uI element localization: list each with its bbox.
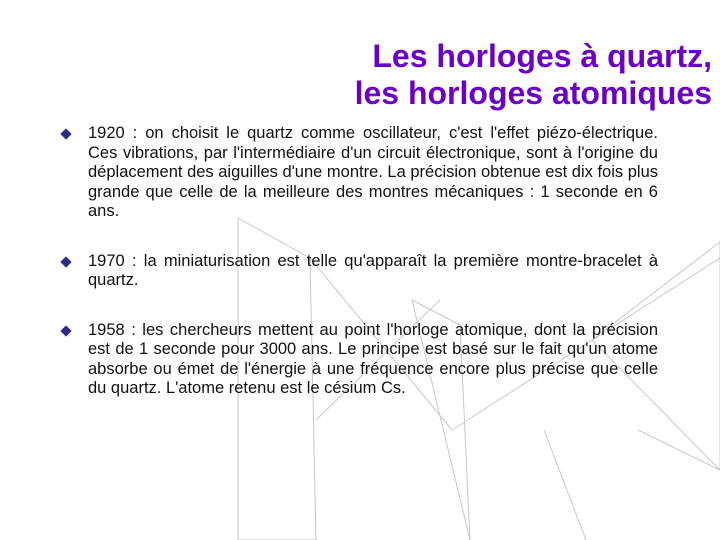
bullet-text-1958: 1958 : les chercheurs mettent au point l'horloge atomique, dont la précision est de 1 seconde pour 3000 ans. Le principe est basé sur le fait qu'un atome absorbe ou émet de l'énergie à une fréquence encore plus précise que celle du quartz. L'atome retenu est le césium Cs.	[88, 320, 658, 397]
bullet-list	[62, 124, 658, 399]
slide-title	[355, 38, 712, 112]
bullet-item-1920	[62, 124, 658, 222]
bullet-text-1970: 1970 : la miniaturisation est telle qu'apparaît la première montre-bracelet à quartz.	[88, 251, 658, 289]
diamond-bullet-icon	[60, 128, 71, 139]
bullet-item-1970	[62, 252, 658, 291]
bullet-item-1958	[62, 321, 658, 399]
diamond-bullet-icon	[60, 256, 71, 267]
bullet-text-1920: 1920 : on choisit le quartz comme oscillateur, c'est l'effet piézo-électrique. Ces vibrations, par l'intermédiaire d'un circuit électronique, sont à l'origine du déplacement des aiguilles d'une montre. La précision obtenue est dix fois plus grande que celle de la meilleure des montres mécaniques : 1 seconde en 6 ans.	[88, 124, 658, 220]
title-line-1: Les horloges à quartz,	[372, 38, 712, 74]
diamond-bullet-icon	[60, 325, 71, 336]
title-line-2: les horloges atomiques	[354, 75, 712, 111]
